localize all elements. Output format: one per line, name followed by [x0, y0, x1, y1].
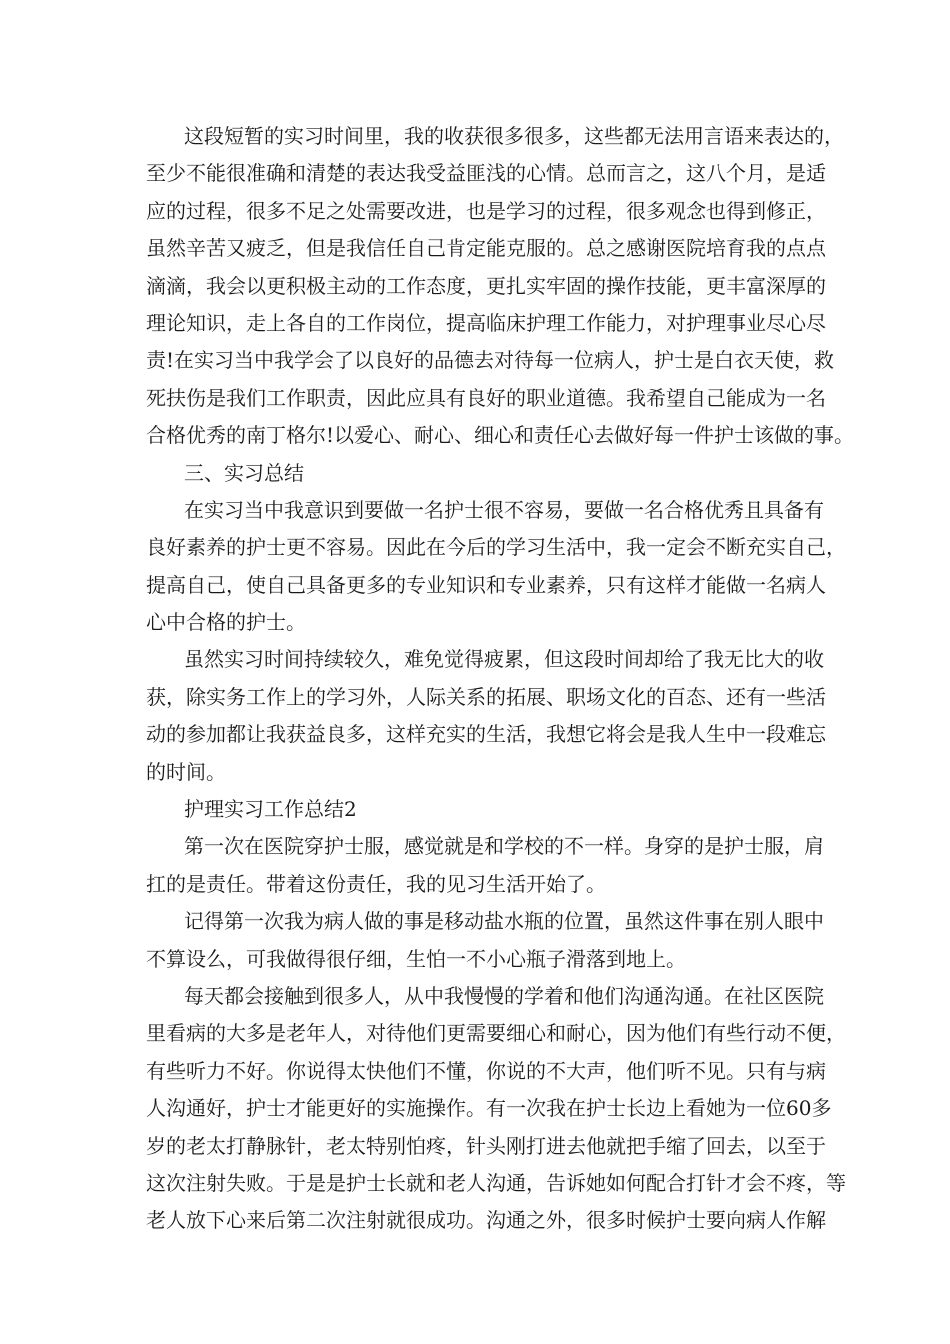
text-line: 每天都会接触到很多人，从中我慢慢的学着和他们沟通沟通。在社区医院 [184, 983, 824, 1008]
article-title: 护理实习工作总结2 [184, 797, 357, 822]
text-line: 良好素养的护士更不容易。因此在今后的学习生活中，我一定会不断充实自己， [146, 535, 846, 560]
text-line: 在实习当中我意识到要做一名护士很不容易，要做一名合格优秀且具备有 [184, 497, 824, 522]
text-line: 获，除实务工作上的学习外，人际关系的拓展、职场文化的百态、还有一些活 [146, 684, 826, 709]
section-heading: 三、实习总结 [184, 460, 304, 485]
text-line: 有些听力不好。你说得太快他们不懂，你说的不大声，他们听不见。只有与病 [146, 1058, 826, 1083]
text-line: 这次注射失败。于是是护士长就和老人沟通，告诉她如何配合打针才会不疼，等 [146, 1170, 846, 1195]
text-line: 合格优秀的南丁格尔!以爱心、耐心、细心和责任心去做好每一件护士该做的事。 [146, 423, 855, 448]
text-line: 老人放下心来后第二次注射就很成功。沟通之外，很多时候护士要向病人作解 [146, 1208, 826, 1233]
text-line: 记得第一次我为病人做的事是移动盐水瓶的位置，虽然这件事在别人眼中 [184, 909, 824, 934]
text-line: 的时间。 [146, 759, 226, 784]
text-line: 应的过程，很多不足之处需要改进，也是学习的过程，很多观念也得到修正， [146, 198, 826, 223]
text-line: 死扶伤是我们工作职责，因此应具有良好的职业道德。我希望自己能成为一名 [146, 385, 826, 410]
document-body [146, 118, 855, 1240]
text-line: 理论知识，走上各自的工作岗位，提高临床护理工作能力，对护理事业尽心尽 [146, 310, 826, 335]
text-line: 至少不能很准确和清楚的表达我受益匪浅的心情。总而言之，这八个月，是适 [146, 161, 826, 186]
text-line: 虽然辛苦又疲乏，但是我信任自己肯定能克服的。总之感谢医院培育我的点点 [146, 236, 826, 261]
text-line: 动的参加都让我获益良多，这样充实的生活，我想它将会是我人生中一段难忘 [146, 722, 826, 747]
text-line: 岁的老太打静脉针，老太特别怕疼，针头刚打进去他就把手缩了回去，以至于 [146, 1133, 826, 1158]
text-line: 不算设么，可我做得很仔细，生怕一不小心瓶子滑落到地上。 [146, 946, 686, 971]
text-line: 虽然实习时间持续较久，难免觉得疲累，但这段时间却给了我无比大的收 [184, 647, 824, 672]
text-line: 心中合格的护士。 [146, 610, 306, 635]
text-line: 扛的是责任。带着这份责任，我的见习生活开始了。 [146, 871, 606, 896]
text-line: 这段短暂的实习时间里，我的收获很多很多，这些都无法用言语来表达的， [184, 124, 844, 148]
text-line: 责!在实习当中我学会了以良好的品德去对待每一位病人，护士是白衣天使，救 [146, 348, 835, 373]
text-line: 人沟通好，护士才能更好的实施操作。有一次我在护士长边上看她为一位60多 [146, 1096, 832, 1121]
text-line: 第一次在医院穿护士服，感觉就是和学校的不一样。身穿的是护士服，肩 [184, 834, 824, 859]
text-line: 滴滴，我会以更积极主动的工作态度，更扎实牢固的操作技能，更丰富深厚的 [146, 273, 826, 298]
text-line: 里看病的大多是老年人，对待他们更需要细心和耐心，因为他们有些行动不便， [146, 1021, 846, 1046]
text-line: 提高自己，使自己具备更多的专业知识和专业素养，只有这样才能做一名病人 [146, 572, 826, 597]
